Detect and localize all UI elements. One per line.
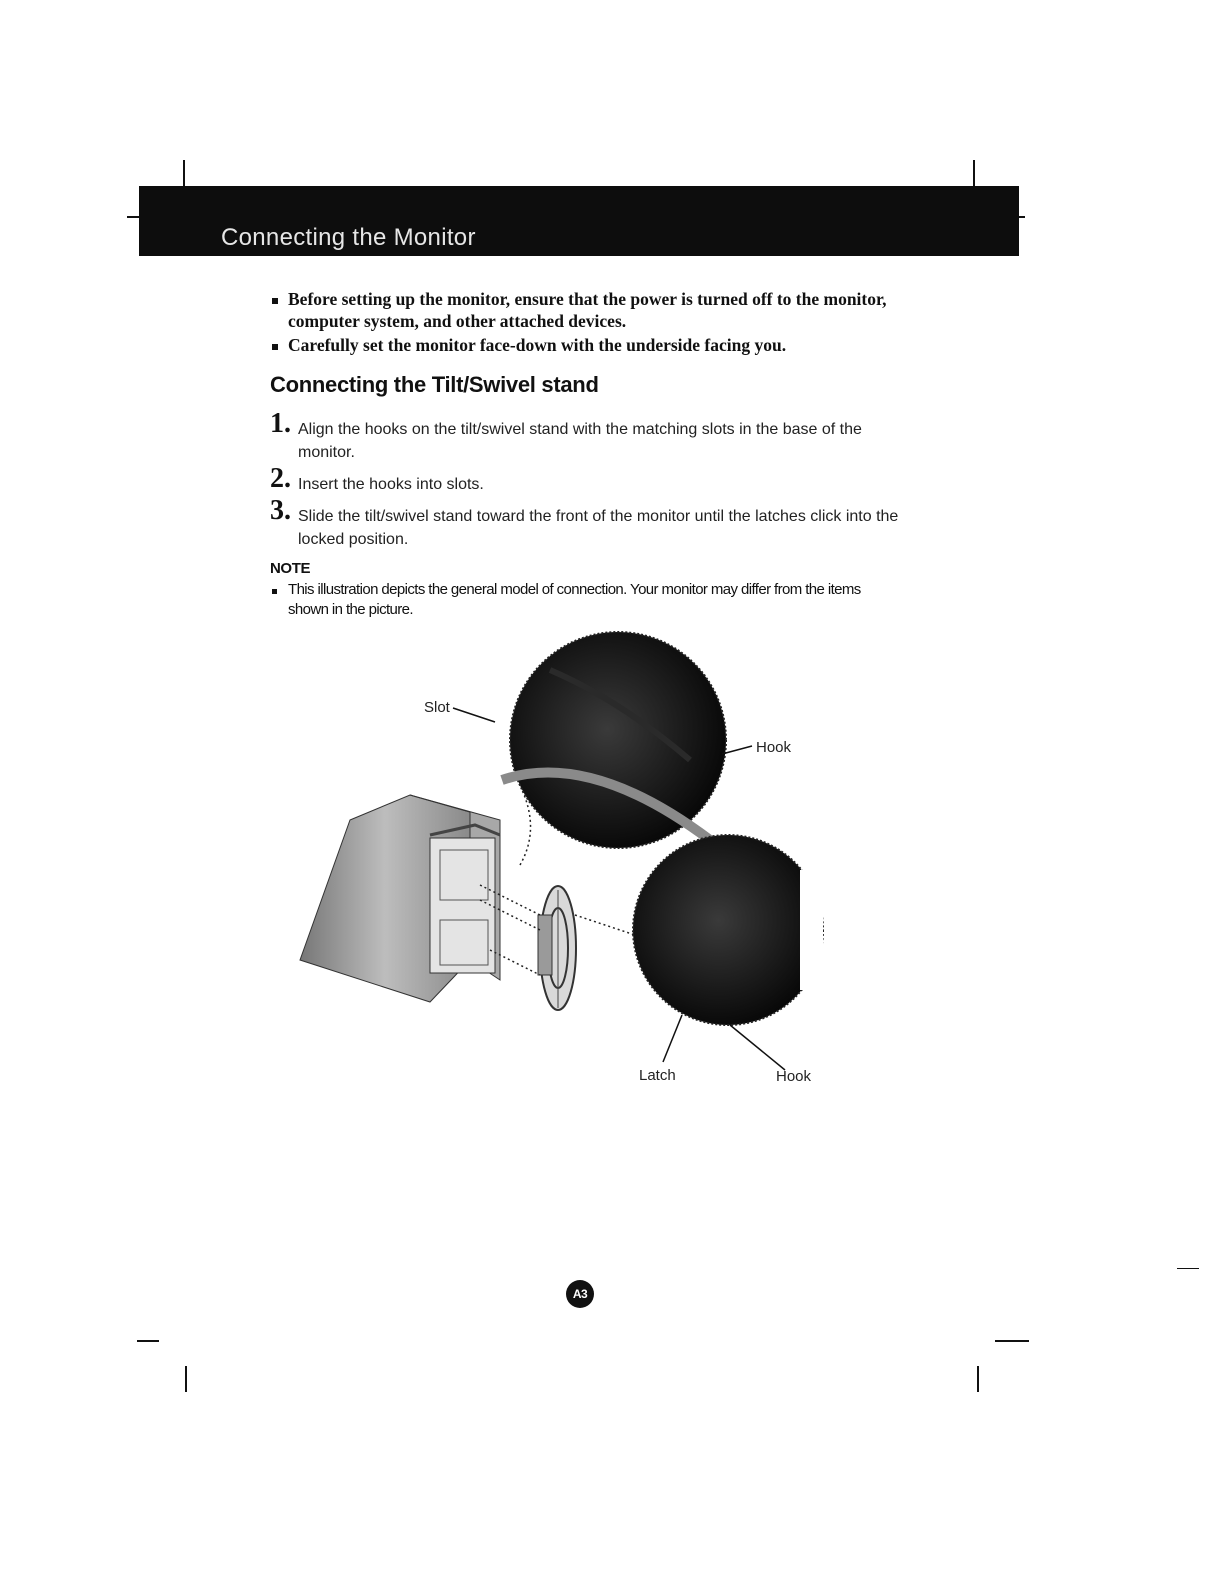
step-list	[270, 408, 910, 560]
crop-mark	[1177, 1268, 1199, 1269]
crop-mark	[137, 1340, 159, 1342]
crop-mark	[183, 160, 185, 186]
monitor-body	[300, 795, 500, 1002]
warning-item: Before setting up the monitor, ensure that the power is turned off to the monitor, computer system, and other attached devices.	[270, 288, 890, 332]
warning-item: Carefully set the monitor face-down with the underside facing you.	[270, 334, 890, 356]
hook-callout: Hook	[756, 739, 792, 756]
monitor-stand-illustration	[290, 630, 850, 1100]
hook-callout: Hook	[776, 1068, 812, 1085]
note-label: NOTE	[270, 560, 311, 577]
step-item	[270, 495, 910, 551]
step-item	[270, 463, 910, 496]
step-item	[270, 408, 910, 464]
page-title: Connecting the Monitor	[221, 224, 476, 251]
note-text: This illustration depicts the general model of connection. Your monitor may differ from the items shown in the picture.	[270, 580, 890, 620]
crop-mark	[1019, 216, 1025, 218]
step-text: Slide the tilt/swivel stand toward the front of the monitor until the latches click into the locked position.	[298, 508, 899, 548]
slot-callout: Slot	[424, 699, 450, 716]
header-bar	[139, 186, 1019, 256]
warning-list	[270, 288, 890, 358]
crop-mark	[185, 1366, 187, 1392]
step-number: 3 .	[270, 499, 291, 522]
crop-mark	[127, 216, 139, 218]
magnified-latch-view	[633, 835, 823, 1025]
step-number: 2 .	[270, 467, 291, 490]
latch-callout: Latch	[639, 1067, 676, 1084]
step-number: 1 .	[270, 412, 291, 435]
step-text: Align the hooks on the tilt/swivel stand with the matching slots in the base of the monitor.	[298, 421, 862, 461]
tilt-swivel-stand	[538, 886, 576, 1010]
step-text: Insert the hooks into slots.	[298, 476, 484, 493]
illustration-graphic	[290, 630, 850, 1100]
crop-mark	[995, 1340, 1029, 1342]
crop-mark	[973, 160, 975, 186]
magnified-slot-view	[502, 632, 726, 848]
page-number-badge: A3	[566, 1280, 594, 1308]
crop-mark	[977, 1366, 979, 1392]
section-title: Connecting the Tilt/Swivel stand	[270, 372, 599, 397]
